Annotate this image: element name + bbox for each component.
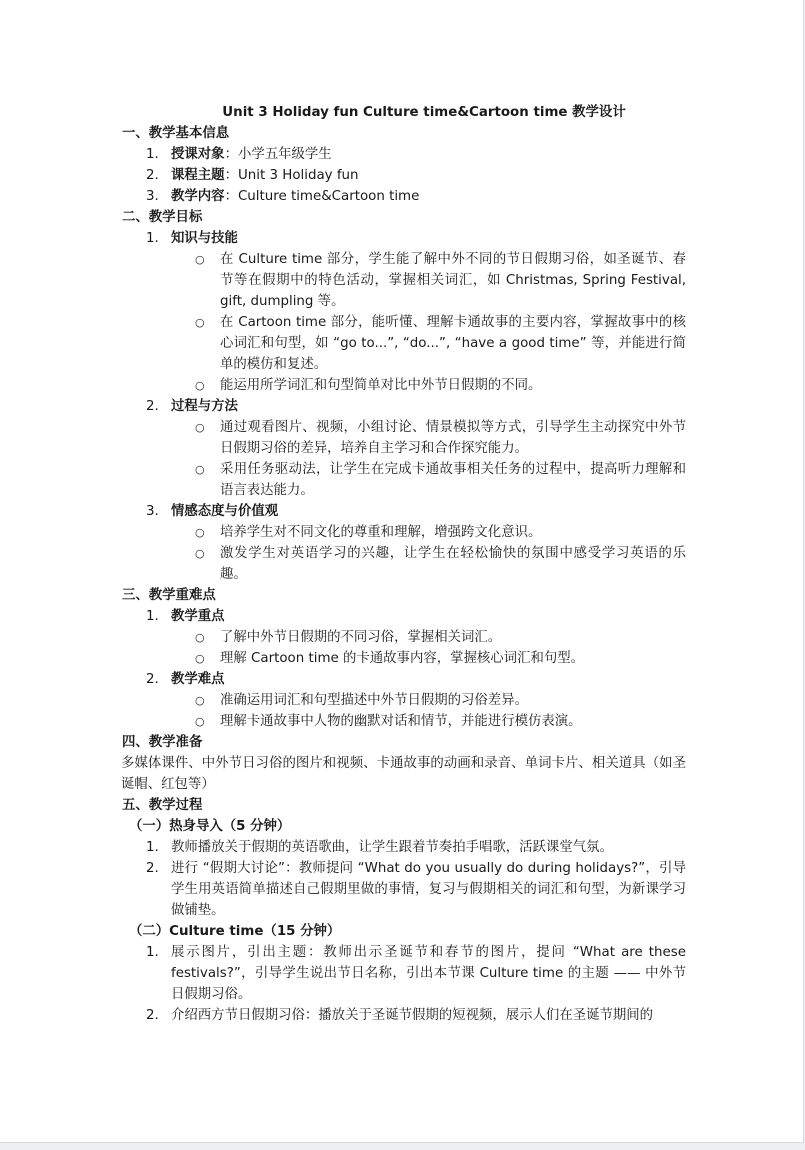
section-heading-key-points: 三、教学重难点	[122, 588, 216, 603]
document-title: Unit 3 Holiday fun Culture time&Cartoon time 教学设计	[222, 105, 626, 120]
bullet-circle-icon: ○	[195, 316, 205, 329]
bullet-text: 了解中外节日假期的不同习俗，掌握相关词汇。	[220, 630, 502, 645]
phase-heading-culture-time: （二）Culture time（15 分钟）	[129, 924, 341, 939]
bullet-text: 理解卡通故事中人物的幽默对话和情节，并能进行模仿表演。	[220, 714, 582, 729]
list-number: 2.	[146, 399, 159, 414]
subsection-heading	[122, 606, 686, 627]
list-number: 2.	[146, 1008, 159, 1023]
bullet-text: 采用任务驱动法，让学生在完成卡通故事相关任务的过程中，提高听力理解和语言表达能力。	[220, 462, 686, 498]
bullet-item	[122, 249, 686, 312]
subsection-label: 情感态度与价值观	[171, 504, 279, 519]
item-separator: ：	[224, 189, 238, 204]
preparation-text: 多媒体课件、中外节日习俗的图片和视频、卡通故事的动画和录音、单词卡片、相关道具（如圣诞帽、红包等）	[121, 756, 686, 792]
bullet-item	[122, 459, 686, 501]
item-separator: ：	[224, 147, 238, 162]
item-value: Culture time&Cartoon time	[237, 189, 420, 204]
bullet-text: 在 Culture time 部分，学生能了解中外不同的节日假期习俗，如圣诞节、春节等在假期中的特色活动，掌握相关词汇，如 Christmas, Spring Festival, gift, dumpling 等。	[220, 252, 686, 309]
bullet-item	[122, 312, 686, 375]
item-value: 小学五年级学生	[237, 147, 332, 162]
subsection-heading	[122, 228, 686, 249]
subsection-heading	[122, 396, 686, 417]
subsection-heading	[122, 501, 686, 522]
bullet-circle-icon: ○	[195, 421, 205, 434]
bullet-circle-icon: ○	[195, 694, 205, 707]
list-number: 1.	[146, 840, 159, 855]
item-value: Unit 3 Holiday fun	[237, 168, 359, 183]
list-number: 1.	[146, 231, 159, 246]
bullet-circle-icon: ○	[195, 463, 205, 476]
item-text: 教师播放关于假期的英语歌曲，让学生跟着节奏拍手唱歌，活跃课堂气氛。	[171, 840, 613, 855]
list-number: 2.	[146, 168, 159, 183]
bullet-item	[122, 711, 686, 732]
item-text: 展示图片，引出主题：教师出示圣诞节和春节的图片，提问 “What are these festivals?”，引导学生说出节日名称，引出本节课 Culture time 的主题 —— 中外节日假期习俗。	[171, 945, 686, 1002]
bullet-item	[122, 690, 686, 711]
section-heading-process: 五、教学过程	[122, 798, 203, 813]
subsection-label: 教学重点	[171, 609, 225, 624]
list-number: 1.	[146, 147, 159, 162]
bullet-text: 在 Cartoon time 部分，能听懂、理解卡通故事的主要内容，掌握故事中的核心词汇和句型，如 “go to...”, “do...”, “have a good time” 等，并能进行简单的模仿和复述。	[220, 315, 686, 372]
bullet-circle-icon: ○	[195, 526, 205, 539]
list-item	[122, 942, 686, 1005]
bullet-item	[122, 543, 686, 585]
item-text: 进行 “假期大讨论”：教师提问 “What do you usually do during holidays?”，引导学生用英语简单描述自己假期里做的事情，复习与假期相关的词汇和句型，为新课学习做铺垫。	[171, 861, 686, 918]
bullet-text: 激发学生对英语学习的兴趣，让学生在轻松愉快的氛围中感受学习英语的乐趣。	[220, 546, 686, 582]
bullet-text: 培养学生对不同文化的尊重和理解，增强跨文化意识。	[220, 525, 542, 540]
list-item	[122, 1005, 686, 1026]
item-label: 授课对象	[171, 147, 225, 162]
subsection-label: 知识与技能	[171, 231, 238, 246]
item-label: 课程主题	[171, 168, 225, 183]
subsection-label: 过程与方法	[171, 399, 238, 414]
list-item	[122, 144, 686, 165]
section-heading-preparation: 四、教学准备	[122, 735, 203, 750]
bullet-text: 准确运用词汇和句型描述中外节日假期的习俗差异。	[220, 693, 528, 708]
bullet-circle-icon: ○	[195, 652, 205, 665]
bullet-circle-icon: ○	[195, 631, 205, 644]
bullet-circle-icon: ○	[195, 379, 205, 392]
list-number: 2.	[146, 672, 159, 687]
section-heading-basic-info: 一、教学基本信息	[122, 126, 230, 141]
bullet-text: 能运用所学词汇和句型简单对比中外节日假期的不同。	[220, 378, 542, 393]
subsection-heading	[122, 669, 686, 690]
document-body	[122, 102, 686, 1026]
list-number: 3.	[146, 504, 159, 519]
subsection-label: 教学难点	[171, 672, 225, 687]
list-item	[122, 858, 686, 921]
bullet-item	[122, 417, 686, 459]
bullet-text: 理解 Cartoon time 的卡通故事内容，掌握核心词汇和句型。	[220, 651, 585, 666]
bullet-item	[122, 522, 686, 543]
list-number: 3.	[146, 189, 159, 204]
bullet-circle-icon: ○	[195, 547, 205, 560]
item-separator: ：	[224, 168, 238, 183]
item-label: 教学内容	[171, 189, 225, 204]
list-number: 1.	[146, 945, 159, 960]
list-number: 2.	[146, 861, 159, 876]
bullet-item	[122, 648, 686, 669]
bullet-text: 通过观看图片、视频，小组讨论、情景模拟等方式，引导学生主动探究中外节日假期习俗的差异，培养自主学习和合作探究能力。	[220, 420, 686, 456]
bullet-circle-icon: ○	[195, 253, 205, 266]
list-item	[122, 165, 686, 186]
bullet-item	[122, 627, 686, 648]
section-heading-objectives: 二、教学目标	[122, 210, 203, 225]
bullet-circle-icon: ○	[195, 715, 205, 728]
item-text: 介绍西方节日假期习俗：播放关于圣诞节假期的短视频，展示人们在圣诞节期间的	[171, 1008, 654, 1023]
phase-heading-warmup: （一）热身导入（5 分钟）	[129, 819, 291, 834]
list-number: 1.	[146, 609, 159, 624]
bullet-item	[122, 375, 686, 396]
list-item	[122, 837, 686, 858]
list-item	[122, 186, 686, 207]
